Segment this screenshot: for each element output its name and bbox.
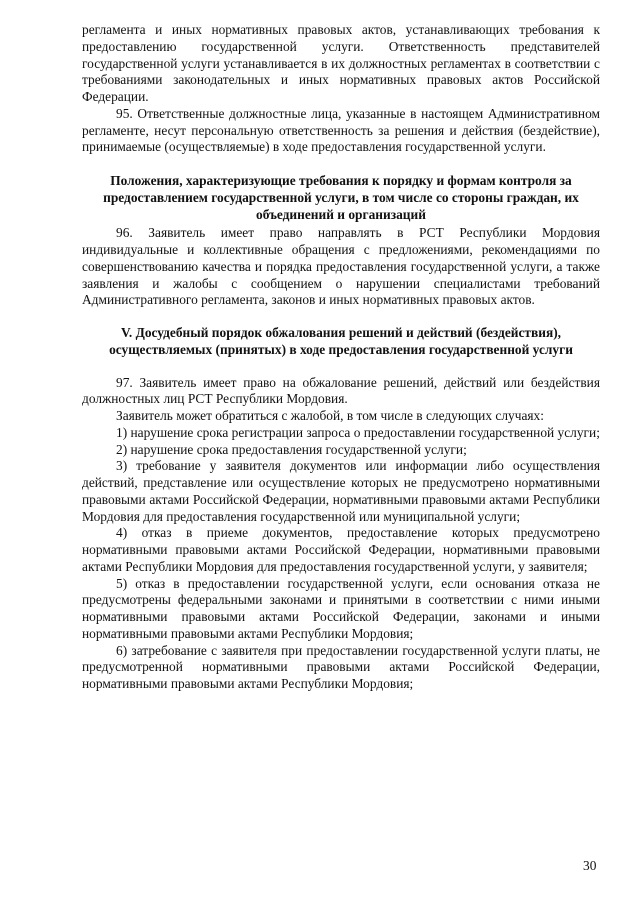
list-item-1: 1) нарушение срока регистрации запроса о предоставлении государственной услуги;	[116, 424, 600, 440]
list-item-2: 2) нарушение срока предоставления государственной услуги;	[116, 441, 467, 457]
paragraph-95: 95. Ответственные должностные лица, указанные в настоящем Административном регламенте, несут персональную ответственность за решения и действия (бездействие), принимаемые (осуществляемые) в ходе предоставления государственной услуги.	[82, 105, 600, 155]
list-item-4: 4) отказ в приеме документов, предоставление которых предусмотрено нормативными правовыми актами Российской Федерации, нормативными правовыми актами Республики Мордовия для предоставления государственной услуги, у заявителя;	[82, 525, 600, 574]
chapter-heading: V. Досудебный порядок обжалования решений и действий (бездействия), осуществляемых (принятых) в ходе предоставления государственной услуги	[109, 325, 573, 357]
paragraph-complaint-intro: Заявитель может обратиться с жалобой, в том числе в следующих случаях:	[116, 408, 544, 423]
section-heading: Положения, характеризующие требования к порядку и формам контроля за предоставлением государственной услуги, в том числе со стороны граждан, их объединений и организаций	[103, 173, 579, 222]
list-item-6: 6) затребование с заявителя при предоставлении государственной услуги платы, не предусмотренной нормативными правовыми актами Российской Федерации, нормативными правовыми актами Республики Мордовия;	[82, 642, 600, 691]
paragraph-96: 96. Заявитель имеет право направлять в РСТ Республики Мордовия индивидуальные и коллективные обращения с предложениями, рекомендациями по совершенствованию качества и порядка предоставления государственной услуги, а также заявления и жалобы с сообщением о нарушении специалистами требований Административного регламента, законов и иных нормативных правовых актов.	[82, 225, 600, 308]
paragraph-continuation: регламента и иных нормативных правовых актов, устанавливающих требования к предоставлению государственной услуги. Ответственность представителей государственной услуги устанавливается в их должностных регламентах в соответствии с требованиями законодательных и иных нормативных правовых актов Российской Федерации.	[82, 22, 600, 104]
list-item-5: 5) отказ в предоставлении государственной услуги, если основания отказа не предусмотрены федеральными законами и принятыми в соответствии с ними иными нормативными правовыми актами Российской Федерации, законами и иными нормативными правовыми актами Республики Мордовия;	[82, 575, 600, 641]
paragraph-97: 97. Заявитель имеет право на обжалование решений, действий или бездействия должностных лиц РСТ Республики Мордовия.	[82, 374, 600, 407]
page-number: 30	[583, 858, 597, 873]
list-item-3: 3) требование у заявителя документов или информации либо осуществления действий, представление или осуществление которых не предусмотрено нормативными правовыми актами Российской Федерации, нормативными правовыми актами Республики Мордовия для предоставления государственной или муниципальной услуги;	[82, 458, 600, 524]
document-page	[82, 22, 600, 693]
